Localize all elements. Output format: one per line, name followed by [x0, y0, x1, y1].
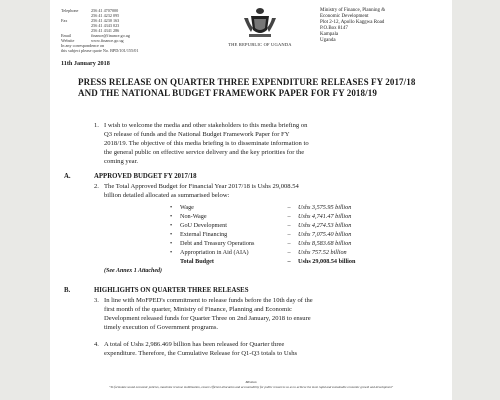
- reference-value: this subject please quote No. BPD/101/155/01: [61, 48, 139, 53]
- ministry-line: Uganda: [320, 38, 336, 43]
- budget-summary-list: [170, 203, 400, 266]
- paragraph-line: Q3 release of funds and the National Budget Framework Paper for FY: [104, 131, 290, 138]
- footer-mission-text: "To formulate sound economic policies, maximize revenue mobilization, ensure efficient allocation and accountability for public resources so as to achieve the most rapid and sustainable economic growth and development": [108, 385, 394, 389]
- paragraph-line: coming year.: [104, 158, 139, 165]
- budget-item-name: Debt and Treasury Operations: [180, 240, 255, 247]
- paragraph-number: 1.: [94, 122, 99, 129]
- paragraph-number: 2.: [94, 183, 99, 190]
- list-item: • External Financing – Ushs 7,075.40 billion: [170, 231, 352, 238]
- paragraph-line: In line with MoFPED's commitment to release funds before the 10th day of the: [104, 297, 313, 304]
- budget-item-name: External Financing: [180, 231, 228, 238]
- fax-value: 256 41 4341 286: [91, 28, 120, 33]
- budget-item-amount: Ushs 757.52 billion: [298, 249, 347, 256]
- list-item: • Debt and Treasury Operations – Ushs 8,583.68 billion: [170, 240, 352, 247]
- ministry-line: Economic Development: [320, 14, 369, 19]
- paragraph-4: [104, 340, 424, 358]
- budget-item-name: Wage: [180, 204, 194, 211]
- list-item: • Appropriation in Aid (AIA) – Ushs 757.52 billion: [170, 249, 347, 256]
- paragraph-number: 4.: [94, 341, 99, 348]
- website-label: Website: [61, 38, 75, 43]
- coat-of-arms-icon: [241, 6, 279, 40]
- list-item: • GoU Development – Ushs 4,274.53 billion: [170, 222, 352, 229]
- website-value: www.finance.go.ug: [91, 38, 124, 43]
- ministry-line: P.O.Box 8147: [320, 26, 348, 31]
- paragraph-line: expenditure. Therefore, the Cumulative Release for Q1-Q3 totals to Ushs: [104, 350, 298, 357]
- section-heading-q3-highlights: HIGHLIGHTS ON QUARTER THREE RELEASES: [94, 287, 249, 294]
- budget-item-amount: Ushs 7,075.40 billion: [298, 231, 352, 238]
- budget-item-name: Non-Wage: [180, 213, 207, 220]
- budget-item-amount: Ushs 8,583.68 billion: [298, 240, 352, 247]
- paragraph-line: first month of the quarter, Ministry of Finance, Planning and Economic: [104, 306, 292, 313]
- budget-item-name: GoU Development: [180, 222, 227, 229]
- paragraph-line: 2018/19. The objective of this media briefing is to disseminate information to: [104, 140, 309, 147]
- budget-item-amount: Ushs 4,274.53 billion: [298, 222, 352, 229]
- paragraph-1: [104, 121, 424, 166]
- paragraph-3: [104, 296, 424, 332]
- section-letter: A.: [64, 173, 71, 180]
- paragraph-line: billion detailed allocated as summarised below:: [104, 192, 230, 199]
- budget-total-row: Total Budget – Ushs 29,008.54 billion: [180, 258, 356, 265]
- press-release-title: PRESS RELEASE ON QUARTER THREE EXPENDITURE RELEASES FY 2017/18 AND THE NATIONAL BUDGET FRAMEWORK PAPER FOR FY 2018/19: [78, 77, 416, 98]
- paragraph-line: I wish to welcome the media and other stakeholders to this media briefing on: [104, 122, 308, 129]
- budget-total-amount: Ushs 29,008.54 billion: [298, 258, 356, 265]
- contact-block: [61, 8, 138, 53]
- email-value: finance@finance.go.ug: [91, 33, 130, 38]
- emblem-title: THE REPUBLIC OF UGANDA: [228, 42, 292, 47]
- budget-item-amount: Ushs 4,741.47 billion: [298, 213, 352, 220]
- paragraph-line: The Total Approved Budget for Financial Year 2017/18 is Ushs 29,008.54: [104, 183, 299, 190]
- budget-item-amount: Ushs 3,575.95 billion: [298, 204, 352, 211]
- document-date: 11th January 2018: [61, 60, 110, 67]
- fax-value: 256 41 4343 023: [91, 23, 120, 28]
- fax-label: Fax: [61, 18, 68, 23]
- list-item: • Non-Wage – Ushs 4,741.47 billion: [170, 213, 352, 220]
- section-letter: B.: [64, 287, 71, 294]
- paragraph-line: the general public on effective service delivery and the key priorities for the: [104, 149, 305, 156]
- telephone-value: 256 41 4232 095: [91, 13, 120, 18]
- section-heading-approved-budget: APPROVED BUDGET FY 2017/18: [94, 173, 197, 180]
- telephone-value: 256 41 4707000: [91, 8, 119, 13]
- paragraph-line: Development released funds for Quarter Three on 2nd January, 2018 to ensure: [104, 315, 311, 322]
- paragraph-line: A total of Ushs 2,986.469 billion has been released for Quarter three: [104, 341, 285, 348]
- budget-item-name: Appropriation in Aid (AIA): [180, 249, 249, 256]
- fax-value: 256 41 4230 163: [91, 18, 120, 23]
- ministry-line: Plot 2-12, Apollo Kaggwa Road: [320, 20, 385, 25]
- document-page: [50, 0, 452, 400]
- email-label: Email: [61, 33, 72, 38]
- ministry-line: Kampala: [320, 32, 339, 37]
- budget-total-label: Total Budget: [180, 258, 214, 265]
- paragraph-number: 3.: [94, 297, 99, 304]
- paragraph-2: [104, 182, 424, 200]
- ministry-address: [320, 8, 385, 44]
- ministry-line: Ministry of Finance, Planning &: [320, 8, 386, 13]
- annex-note: (See Annex 1 Attached): [104, 268, 163, 274]
- paragraph-line: timely execution of Government programs.: [104, 324, 219, 331]
- reference-note: In any correspondence on: [61, 43, 105, 48]
- footer-mission-label: Mission: [245, 380, 257, 384]
- telephone-label: Telephone: [61, 8, 79, 13]
- list-item: • Wage – Ushs 3,575.95 billion: [170, 204, 352, 211]
